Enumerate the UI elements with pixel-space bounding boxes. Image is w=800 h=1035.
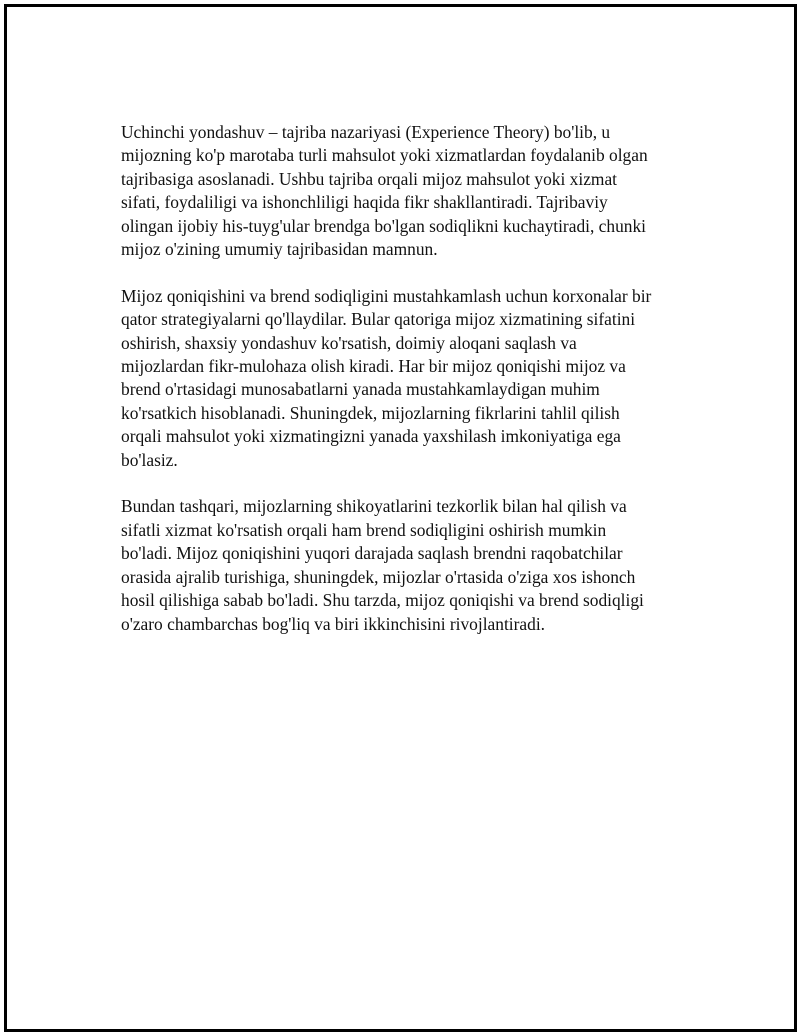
text-line: bo'ladi. Mijoz qoniqishini yuqori darajada saqlash brendni raqobatchilar — [121, 543, 623, 564]
paragraph-2 — [121, 285, 681, 472]
document-page — [4, 4, 797, 1032]
paragraph-3 — [121, 495, 681, 635]
text-line: orqali mahsulot yoki xizmatingizni yanada yaxshilash imkoniyatiga ega — [121, 426, 621, 447]
text-line: ko'rsatkich hisoblanadi. Shuningdek, mijozlarning fikrlarini tahlil qilish — [121, 402, 620, 423]
document-body — [121, 121, 681, 659]
text-line: sifati, foydaliligi va ishonchliligi haqida fikr shakllantiradi. Tajribaviy — [121, 192, 608, 213]
text-line: Bundan tashqari, mijozlarning shikoyatlarini tezkorlik bilan hal qilish va — [121, 496, 627, 517]
text-line: qator strategiyalarni qo'llaydilar. Bular qatoriga mijoz xizmatining sifatini — [121, 309, 636, 330]
text-line: sifatli xizmat ko'rsatish orqali ham brend sodiqligini oshirish mumkin — [121, 519, 607, 540]
text-line: hosil qilishiga sabab bo'ladi. Shu tarzda, mijoz qoniqishi va brend sodiqligi — [121, 590, 644, 611]
text-line: tajribasiga asoslanadi. Ushbu tajriba orqali mijoz mahsulot yoki xizmat — [121, 168, 618, 189]
text-line: brend o'rtasidagi munosabatlarni yanada mustahkamlaydigan muhim — [121, 379, 600, 400]
text-line: mijozlardan fikr-mulohaza olish kiradi. Har bir mijoz qoniqishi mijoz va — [121, 356, 626, 377]
text-line: oshirish, shaxsiy yondashuv ko'rsatish, doimiy aloqani saqlash va — [121, 332, 577, 353]
text-line: mijoz o'zining umumiy tajribasidan mamnun. — [121, 239, 438, 260]
paragraph-1 — [121, 121, 681, 261]
text-line: bo'lasiz. — [121, 449, 178, 470]
text-line: Uchinchi yondashuv – tajriba nazariyasi (Experience Theory) bo'lib, u — [121, 122, 611, 142]
text-line: Mijoz qoniqishini va brend sodiqligini mustahkamlash uchun korxonalar bir — [121, 285, 652, 306]
text-line: orasida ajralib turishiga, shuningdek, mijozlar o'rtasida o'ziga xos ishonch — [121, 566, 636, 587]
text-line: olingan ijobiy his-tuyg'ular brendga bo'lgan sodiqlikni kuchaytiradi, chunki — [121, 215, 646, 236]
text-line: mijozning ko'p marotaba turli mahsulot yoki xizmatlardan foydalanib olgan — [121, 145, 648, 166]
text-line: o'zaro chambarchas bog'liq va biri ikkinchisini rivojlantiradi. — [121, 613, 546, 634]
